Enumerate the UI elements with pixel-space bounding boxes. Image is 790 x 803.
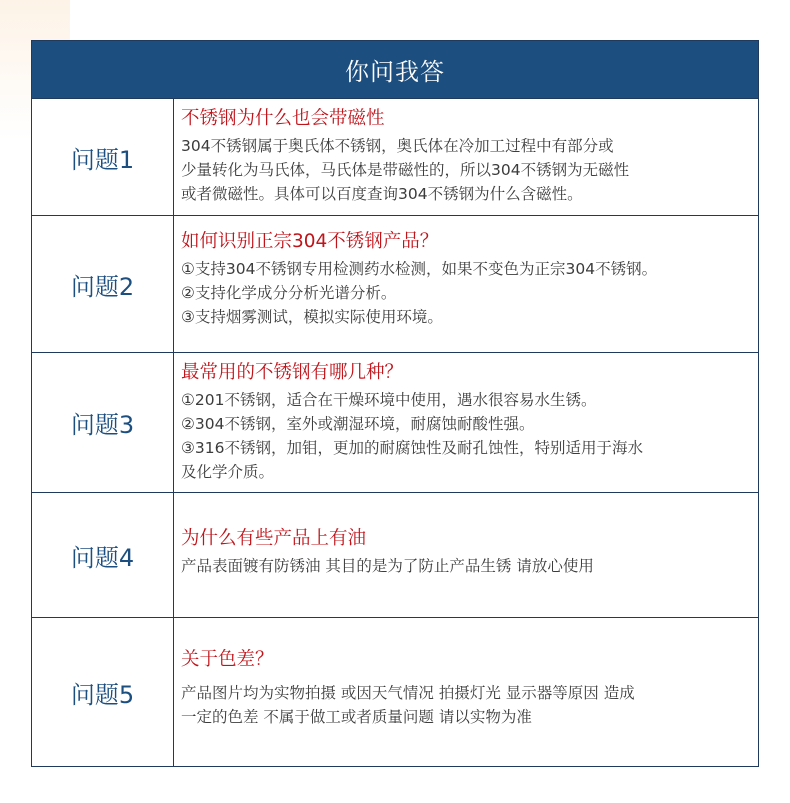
faq-table (31, 40, 759, 767)
answer-cell (174, 493, 758, 617)
answer-cell (174, 99, 758, 215)
answer-line: 或者微磁性。具体可以百度查询304不锈钢为什么含磁性。 (181, 185, 583, 203)
faq-row (32, 493, 758, 618)
answer-line: 304不锈钢属于奥氏体不锈钢，奥氏体在冷加工过程中有部分或 (181, 137, 614, 155)
answer-cell (174, 216, 758, 352)
answer-cell (174, 353, 758, 492)
answer-title: 不锈钢为什么也会带磁性 (181, 108, 385, 129)
answer-line: 少量转化为马氏体，马氏体是带磁性的，所以304不锈钢为无磁性 (181, 161, 630, 179)
faq-row (32, 618, 758, 766)
faq-row (32, 99, 758, 216)
answer-cell (174, 618, 758, 766)
faq-row (32, 353, 758, 493)
faq-header-title: 你问我答 (32, 41, 758, 99)
answer-line: 一定的色差 不属于做工或者质量问题 请以实物为准 (181, 708, 532, 726)
question-label: 问题1 (32, 99, 174, 215)
answer-line: ①支持304不锈钢专用检测药水检测，如果不变色为正宗304不锈钢。 (181, 260, 658, 278)
answer-line: ①201不锈钢，适合在干燥环境中使用，遇水很容易水生锈。 (181, 391, 597, 409)
answer-title: 最常用的不锈钢有哪几种？ (181, 362, 404, 383)
answer-line: 及化学介质。 (181, 463, 275, 481)
answer-line: 产品表面镀有防锈油 其目的是为了防止产品生锈 请放心使用 (181, 557, 594, 575)
question-label: 问题2 (32, 216, 174, 352)
answer-title: 如何识别正宗304不锈钢产品？ (181, 231, 439, 252)
question-label: 问题4 (32, 493, 174, 617)
answer-line: ②支持化学成分分析光谱分析。 (181, 284, 397, 302)
answer-line: ③316不锈钢，加钼，更加的耐腐蚀性及耐孔蚀性，特别适用于海水 (181, 439, 643, 457)
answer-line: ③支持烟雾测试，模拟实际使用环境。 (181, 308, 443, 326)
answer-line: 产品图片均为实物拍摄 或因天气情况 拍摄灯光 显示器等原因 造成 (181, 684, 635, 702)
faq-row (32, 216, 758, 353)
answer-title: 为什么有些产品上有油 (181, 528, 367, 549)
question-label: 问题5 (32, 618, 174, 766)
answer-title: 关于色差？ (181, 649, 274, 670)
answer-line: ②304不锈钢，室外或潮湿环境，耐腐蚀耐酸性强。 (181, 415, 535, 433)
question-label: 问题3 (32, 353, 174, 492)
